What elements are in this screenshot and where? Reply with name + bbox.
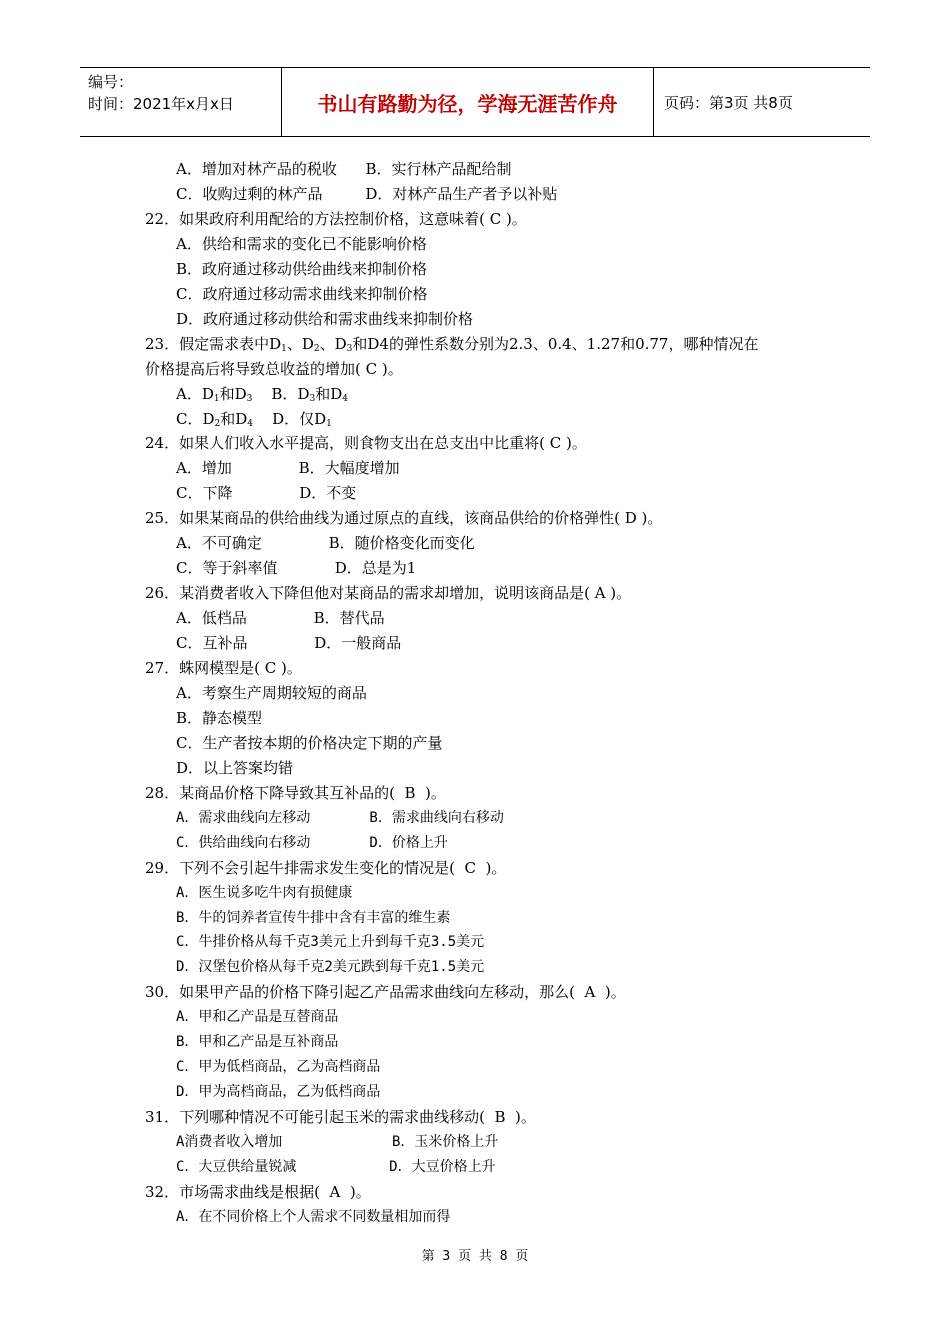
question-line: 26．某消费者收入下降但他对某商品的需求却增加，说明该商品是( A )。	[145, 584, 632, 603]
question-line: 30．如果甲产品的价格下降引起乙产品需求曲线向左移动，那么( A )。	[145, 983, 626, 1002]
option-line: A．甲和乙产品是互替商品	[176, 1009, 339, 1026]
option-line: A．增加对林产品的税收 B．实行林产品配给制	[176, 160, 512, 178]
option-line: D．政府通过移动供给和需求曲线来抑制价格	[176, 309, 474, 328]
option-line: C．生产者按本期的价格决定下期的产量	[176, 733, 443, 752]
option-line: A．$D_1$和$D_3$ B．$D_3$和$D_4$	[176, 384, 348, 404]
header-motto: 书山有路勤为径，学海无涯苦作舟	[282, 68, 654, 136]
question-line: 22．如果政府利用配给的方法控制价格，这意味着( C )。	[145, 209, 527, 228]
header-meta	[80, 68, 282, 136]
option-line: A．考察生产周期较短的商品	[176, 683, 367, 702]
question-line: 23．假定需求表中$D_1$、$D_2$、$D_3$和D4的弹性系数分别为2.3、0.4、1.27和0.77，哪种情况在	[145, 334, 759, 354]
option-line: D．以上答案均错	[176, 758, 294, 777]
option-line: A．不可确定 B．随价格变化而变化	[176, 534, 475, 553]
option-line: C．政府通过移动需求曲线来抑制价格	[176, 284, 428, 303]
option-line: C．下降 D．不变	[176, 484, 357, 503]
option-line: A．供给和需求的变化已不能影响价格	[176, 234, 427, 253]
option-line: D．汉堡包价格从每千克2美元跌到每千克1.5美元	[176, 959, 485, 976]
option-line: A．低档品 B．替代品	[176, 609, 385, 628]
option-line: A．需求曲线向左移动 B．需求曲线向右移动	[176, 809, 504, 826]
option-line: C．$D_2$和$D_4$ D．仅$D_1$	[176, 409, 332, 429]
question-line: 29．下列不会引起牛排需求发生变化的情况是( C )。	[145, 858, 507, 877]
option-line: A．增加 B．大幅度增加	[176, 459, 400, 478]
option-line: C．等于斜率值 D．总是为1	[176, 559, 417, 578]
question-line: 32．市场需求曲线是根据( A )。	[145, 1182, 371, 1201]
question-line: 25．如果某商品的供给曲线为通过原点的直线，该商品供给的价格弹性( D )。	[145, 509, 663, 528]
question-line: 31．下列哪种情况不可能引起玉米的需求曲线移动( B )。	[145, 1108, 536, 1127]
question-line: 价格提高后将导致总收益的增加( C )。	[145, 359, 403, 378]
option-line: A．在不同价格上个人需求不同数量相加而得	[176, 1208, 451, 1225]
option-line: C．收购过剩的林产品 D．对林产品生产者予以补贴	[176, 184, 558, 203]
question-line: 24．如果人们收入水平提高，则食物支出在总支出中比重将( C )。	[145, 434, 587, 453]
page-header	[80, 67, 870, 137]
question-line: 27．蛛网模型是( C )。	[145, 659, 302, 677]
option-line: B．静态模型	[176, 708, 263, 727]
option-line: A．医生说多吃牛肉有损健康	[176, 884, 353, 901]
page-footer: 第 3 页 共 8 页	[421, 1249, 529, 1264]
doc-date: 时间：2021年x月x日	[88, 95, 234, 113]
question-line: 28．某商品价格下降导致其互补品的( B )。	[145, 783, 446, 802]
header-page-info: 页码：第3页 共8页	[664, 93, 793, 112]
option-line: D．甲为高档商品，乙为低档商品	[176, 1084, 381, 1101]
option-line: B．甲和乙产品是互补商品	[176, 1034, 339, 1051]
option-line: C．甲为低档商品，乙为高档商品	[176, 1059, 381, 1076]
option-line: C．牛排价格从每千克3美元上升到每千克3.5美元	[176, 934, 485, 951]
option-line: C．互补品 D．一般商品	[176, 634, 402, 653]
option-line: A消费者收入增加 B．玉米价格上升	[176, 1134, 499, 1151]
option-line: B．牛的饲养者宣传牛排中含有丰富的维生素	[176, 909, 451, 926]
option-line: C．大豆供给量锐减 D．大豆价格上升	[176, 1159, 496, 1175]
option-line: B．政府通过移动供给曲线来抑制价格	[176, 259, 428, 278]
option-line: C．供给曲线向右移动 D．价格上升	[176, 834, 448, 851]
doc-number-label: 编号：	[88, 73, 134, 91]
